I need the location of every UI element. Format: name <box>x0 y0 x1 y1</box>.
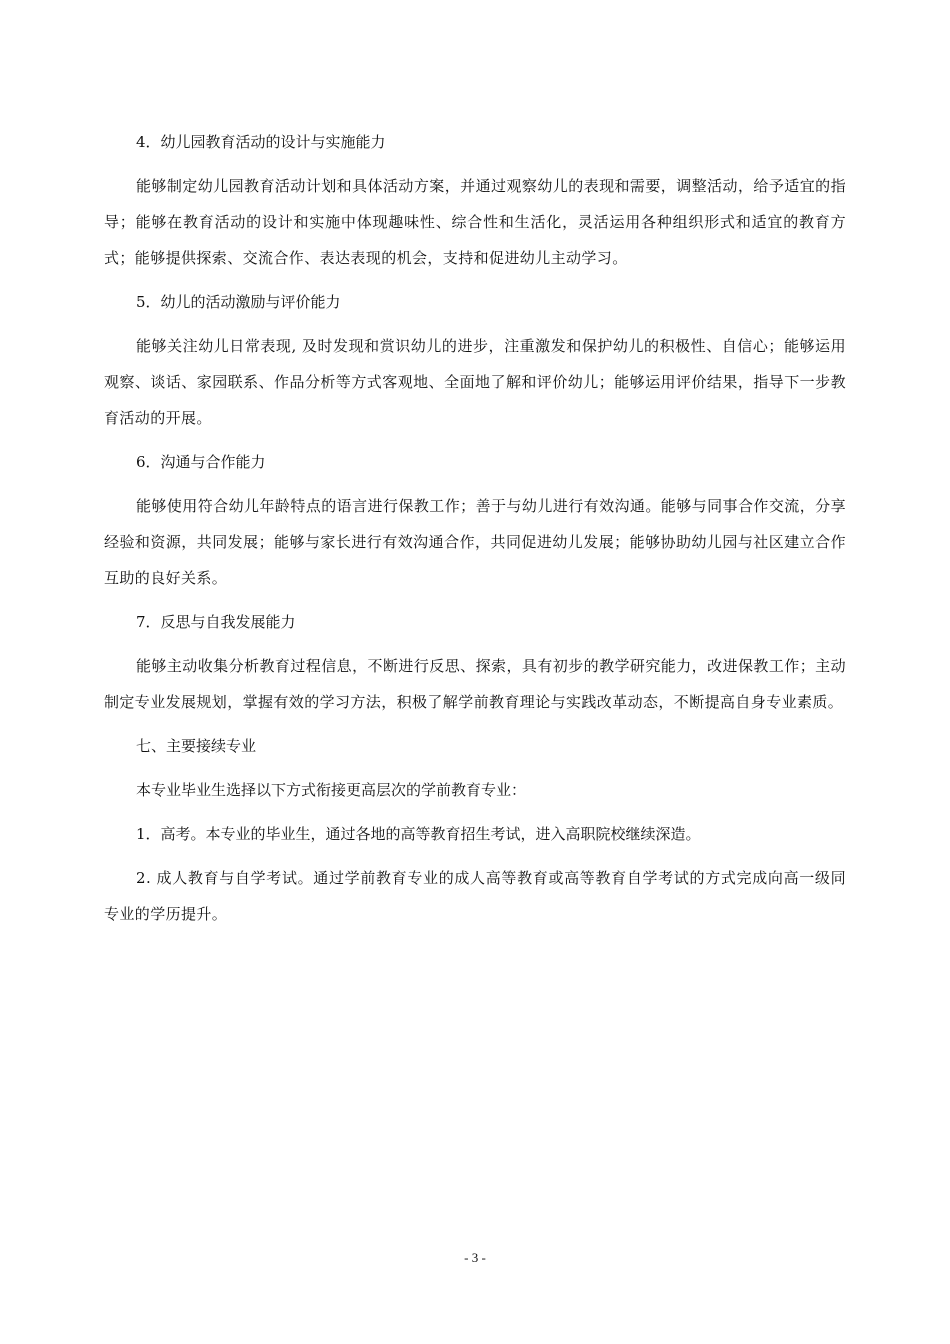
body-paragraph: 能够制定幼儿园教育活动计划和具体活动方案，并通过观察幼儿的表现和需要，调整活动，给予适宜的指导；能够在教育活动的设计和实施中体现趣味性、综合性和生活化，灵活运用各种组织形式和适宜的教育方式；能够提供探索、交流合作、表达表现的机会，支持和促进幼儿主动学习。 <box>104 177 846 267</box>
document-body <box>104 124 846 940</box>
chapter-heading: 七、主要接续专业 <box>136 737 257 755</box>
section-heading: 7．反思与自我发展能力 <box>136 613 296 631</box>
page-number: - 3 - <box>464 1250 486 1265</box>
body-paragraph: 能够关注幼儿日常表现, 及时发现和赏识幼儿的进步，注重激发和保护幼儿的积极性、自信心；能够运用观察、谈话、家园联系、作品分析等方式客观地、全面地了解和评价幼儿；能够运用评价结果，指导下一步教育活动的开展。 <box>104 337 846 427</box>
section-heading: 6．沟通与合作能力 <box>136 453 266 471</box>
list-item: 1．高考。本专业的毕业生，通过各地的高等教育招生考试，进入高职院校继续深造。 <box>136 825 701 843</box>
body-paragraph: 能够使用符合幼儿年龄特点的语言进行保教工作；善于与幼儿进行有效沟通。能够与同事合作交流，分享经验和资源，共同发展；能够与家长进行有效沟通合作，共同促进幼儿发展；能够协助幼儿园与社区建立合作互助的良好关系。 <box>104 497 846 587</box>
list-item: 2. 成人教育与自学考试。通过学前教育专业的成人高等教育或高等教育自学考试的方式完成向高一级同专业的学历提升。 <box>104 869 846 923</box>
section-heading: 4．幼儿园教育活动的设计与实施能力 <box>136 133 386 151</box>
section-heading: 5．幼儿的活动激励与评价能力 <box>136 293 341 311</box>
intro-line: 本专业毕业生选择以下方式衔接更高层次的学前教育专业： <box>136 781 527 799</box>
body-paragraph: 能够主动收集分析教育过程信息，不断进行反思、探索，具有初步的教学研究能力，改进保教工作；主动制定专业发展规划，掌握有效的学习方法，积极了解学前教育理论与实践改革动态，不断提高自身专业素质。 <box>104 657 846 711</box>
